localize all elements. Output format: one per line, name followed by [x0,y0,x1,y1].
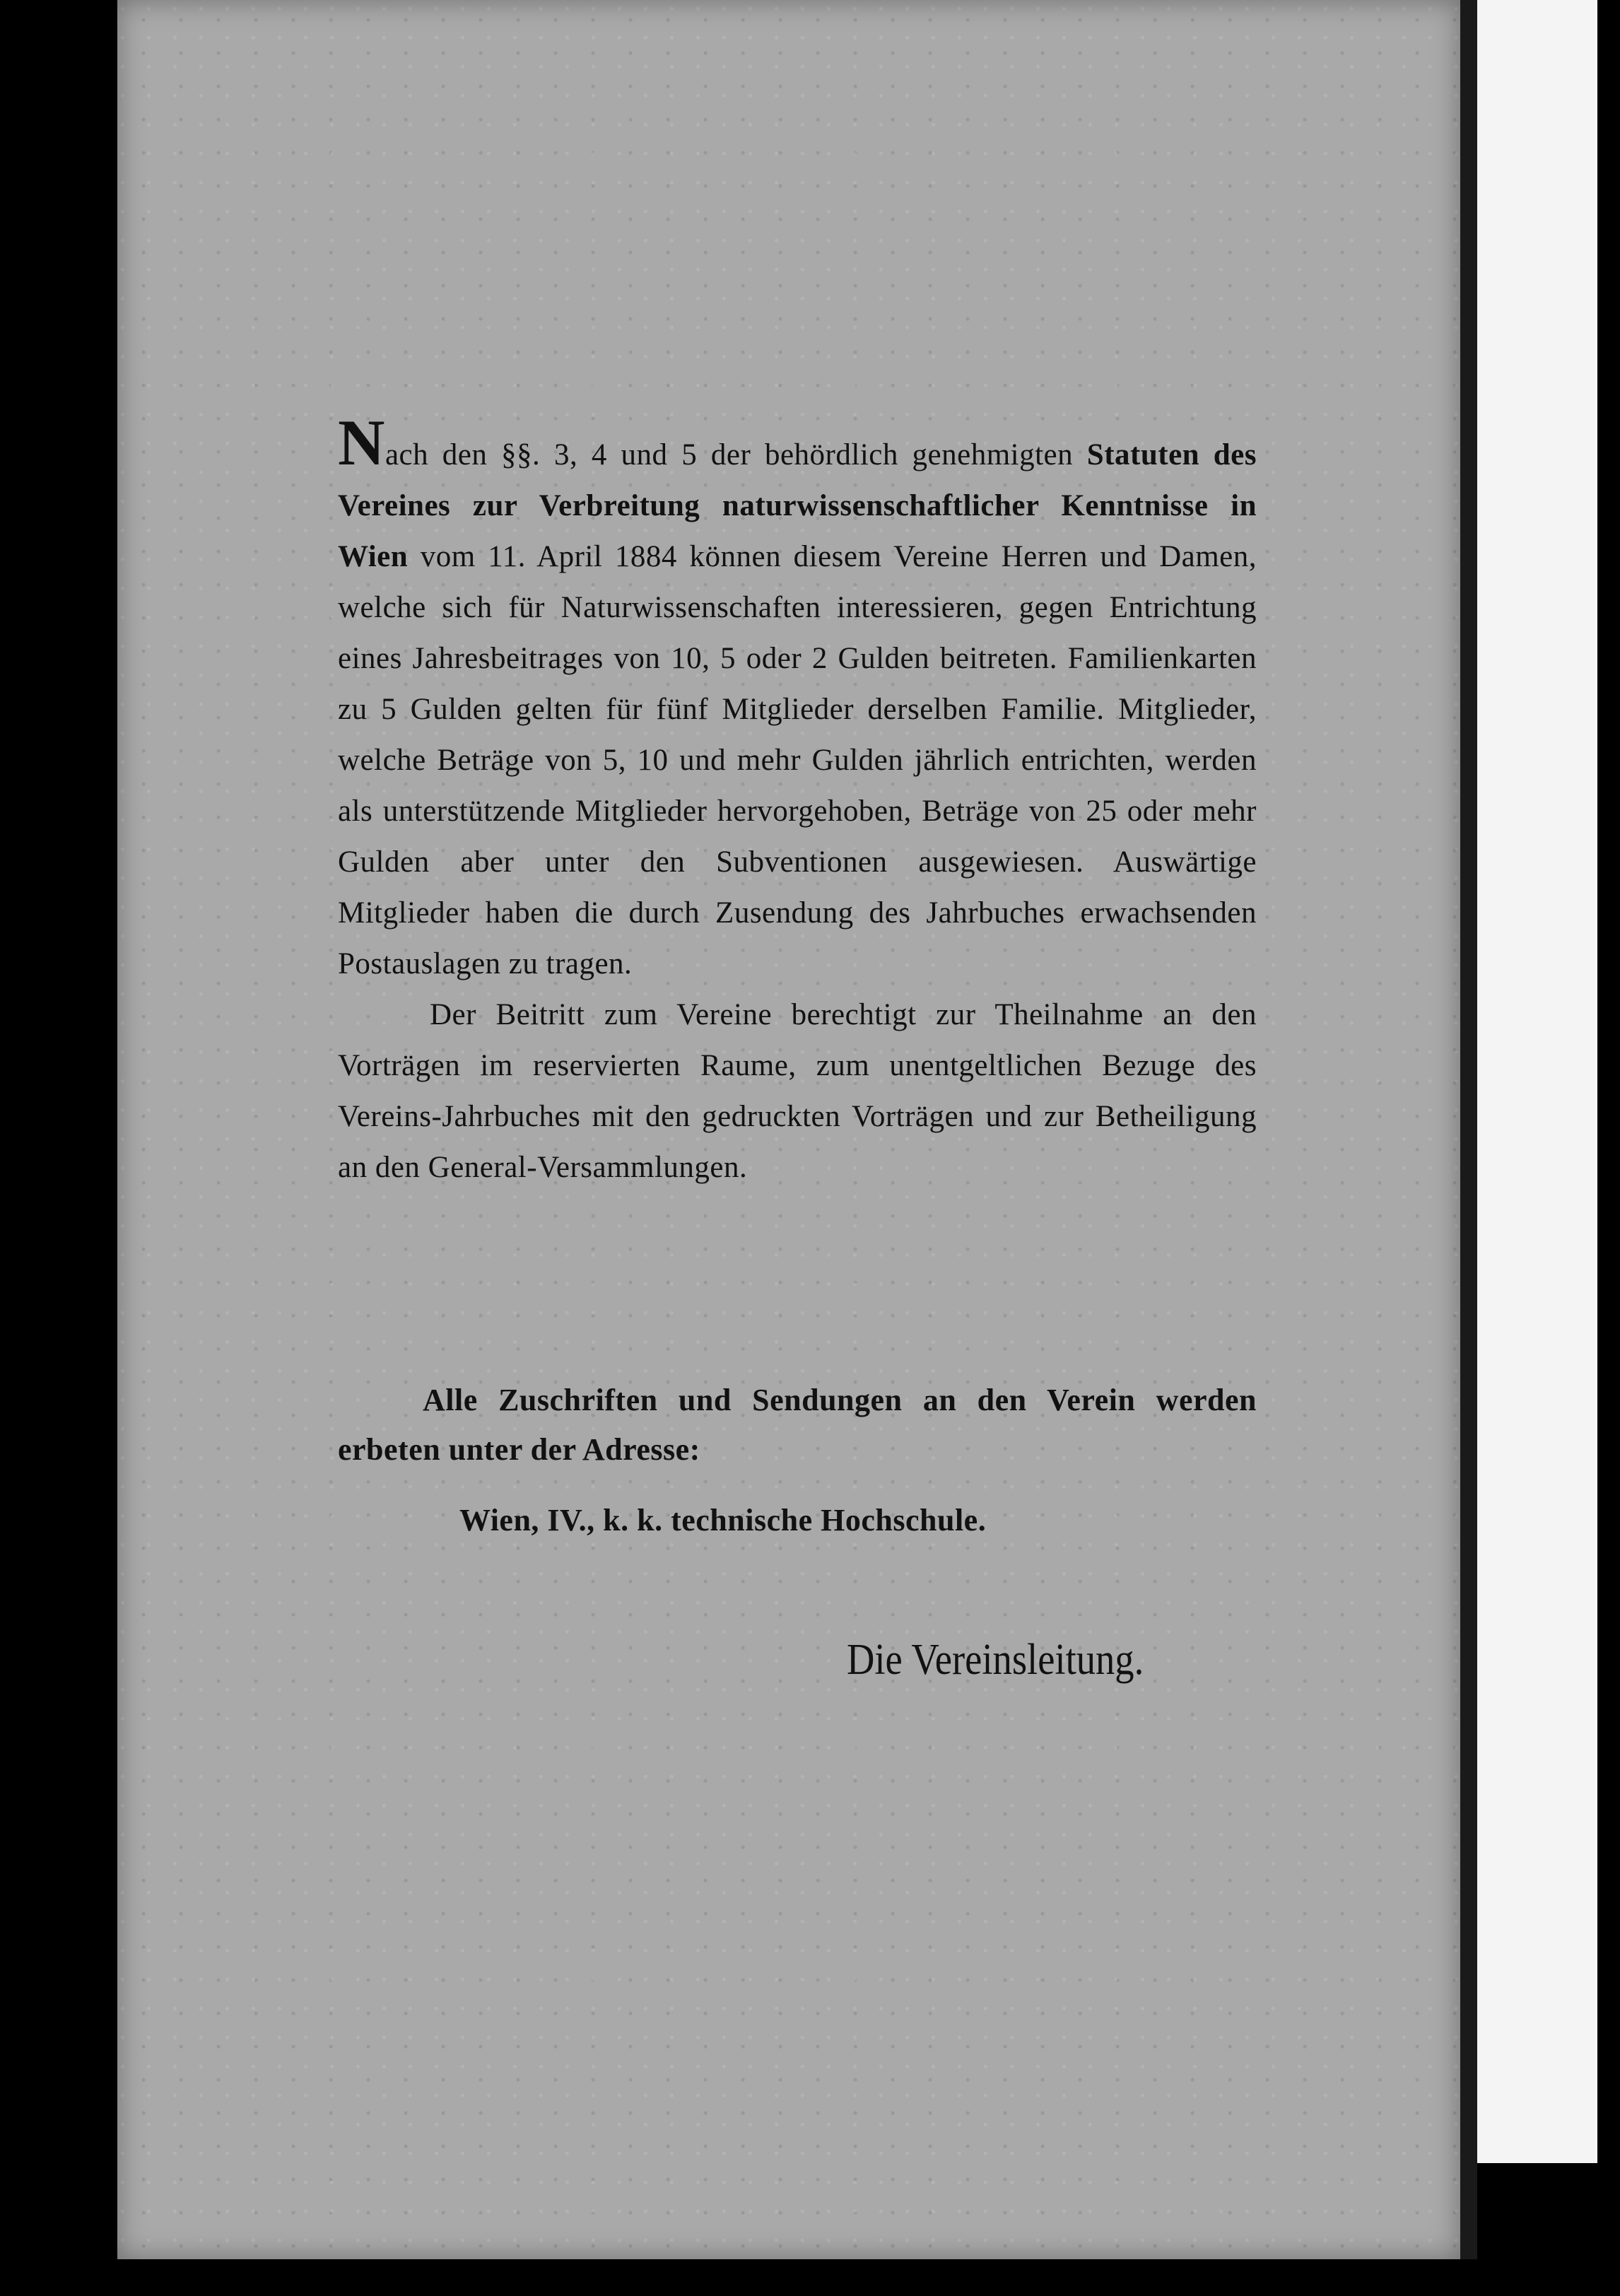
postal-address: Wien, IV., k. k. technische Hochschule. [459,1503,987,1538]
paragraph-body: vom 11. April 1884 können diesem Vereine Herren und Damen, welche sich für Naturwissenschaften interessieren, gegen Entrichtung eines Jahresbeitrages von 10, 5 oder 2 Gulden beitreten. Familienkarten zu 5 Gulden gelten für fünf Mitglieder derselben Familie. Mitglieder, welche Beträge von 5, 10 und mehr Gulden jährlich entrichten, werden als unterstützende Mitglieder hervorgehoben, Beträge von 25 oder mehr Gulden aber unter den Subventionen ausgewiesen. Auswärtige Mitglieder haben die durch Zusendung des Jahrbuches erwachsenden Postauslagen zu tragen. [338,540,1257,980]
paragraph-membership-terms [338,406,1257,990]
statute-title: Statuten des Vereines zur Verbreitung naturwissenschaftlicher Kenntnisse in Wien [338,438,1257,573]
scan-border [1597,0,1620,2296]
page-gutter-shadow [1460,0,1477,2259]
paragraph-lead: ach den §§. 3, 4 und 5 der behördlich genehmigten [385,438,1087,472]
membership-statute-text [338,406,1257,1193]
adjacent-page-edge [1477,0,1597,2163]
paragraph-member-benefits: Der Beitritt zum Vereine berechtigt zur Theilnahme an den Vorträgen im reservierten Raume, zum unentgeltlichen Bezuge des Vereins-Jahrbuches mit den gedruckten Vorträgen und zur Betheiligung an den General-Versammlungen. [338,998,1257,1184]
correspondence-notice: Alle Zuschriften und Sendungen an den Verein werden erbeten unter der Adresse: [338,1383,1257,1467]
drop-cap: N [338,406,385,479]
signature-line: Die Vereinsleitung. [847,1636,1144,1684]
